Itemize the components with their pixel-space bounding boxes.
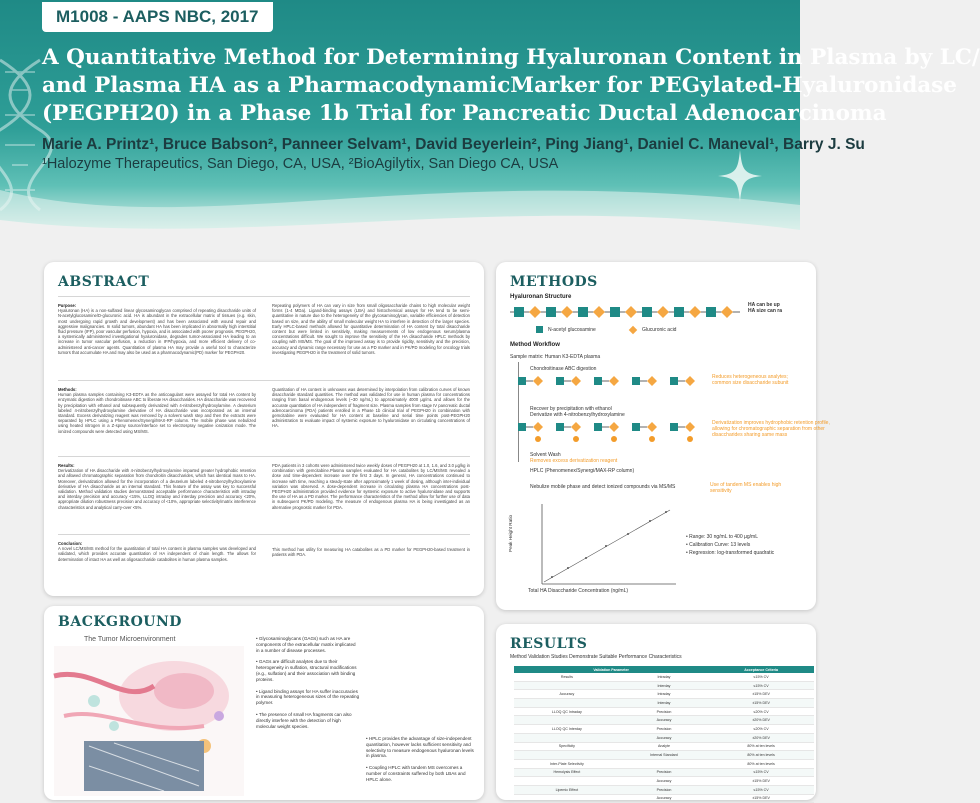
results-panel bbox=[496, 624, 816, 800]
author-list: Marie A. Printz¹, Bruce Babson², Panneer Selvam¹, David Beyerlein², Ping Jiang¹, Daniel C. Maneval¹, Barry J. Su bbox=[42, 136, 865, 153]
glca-legend-icon bbox=[629, 326, 637, 334]
sparkle-icon bbox=[718, 150, 762, 202]
table-row bbox=[514, 794, 814, 803]
table-cell bbox=[514, 716, 620, 725]
glcnac-legend-icon bbox=[536, 326, 543, 333]
figure-title: The Tumor Microenvironment bbox=[84, 636, 176, 643]
abstract-purpose-section bbox=[58, 296, 470, 377]
column-header: Acceptance Criteria bbox=[708, 666, 814, 673]
methods-panel bbox=[496, 262, 830, 610]
method-bullet-regression: • Regression: log-transformed quadratic bbox=[686, 550, 775, 556]
tumor-illustration bbox=[54, 646, 244, 796]
purpose-right-text: Repeating polymers of HA can vary in size from small oligosaccharide chains to high molecular weight forms (1-4 MDa). Ligand-binding assays (LBA) and histochemical assays for HA tend to be semi-quantitative in nature due to the heterogeneity of the glycosaminoglycan, variable efficiencies of detection based on size, and the ability of small molecular weight HA to interfere in detection of the larger species. Early HPLC-based methods allowed for quantitative determination of HA content by total disaccharide content but were limited in sensitivity, making measurements of low endogenous serum/plasma concentrations difficult. We sought to improve the sensitivity of the HA disaccharide HPLC methods by coupling with MS/MS. The goal of the improved assay is to provide rigidity, sensitivity and the precision, accuracy and dynamic range necessary for use as a PD marker and in PK/PD modeling for oncology trials investigating PEGPH20 in the treatment of solid tumors. bbox=[272, 303, 470, 355]
tumor-microenvironment-figure bbox=[54, 632, 244, 792]
table-row bbox=[514, 690, 814, 699]
table-row bbox=[514, 707, 814, 716]
purpose-label: Purpose: bbox=[58, 303, 77, 308]
table-cell: Inter-Plate Selectivity bbox=[514, 759, 620, 768]
table-cell: Accuracy bbox=[620, 794, 708, 803]
workflow-step-1: Sample matrix: Human K3-EDTA plasma bbox=[510, 354, 601, 360]
table-row bbox=[514, 681, 814, 690]
table-row bbox=[514, 733, 814, 742]
table-cell: Precision bbox=[620, 725, 708, 734]
bullet-item: • Coupling HPLC with tandem MS overcomes a number of constraints suffered by both LBAs and HPLC alone. bbox=[366, 765, 466, 782]
note-deriv-2: allowing for chromatographic separation from other bbox=[712, 426, 825, 432]
table-cell: Analyte bbox=[620, 742, 708, 751]
methods-label: Methods: bbox=[58, 387, 77, 392]
results-label: Results: bbox=[58, 463, 75, 468]
results-subtitle: Method Validation Studies Demonstrate Suitable Performance Characteristics bbox=[510, 654, 682, 660]
table-row bbox=[514, 751, 814, 760]
background-heading: BACKGROUND bbox=[58, 614, 182, 630]
conclusion-left-text: A novel LC/MS/MS method for the quantitation of total HA content in plasma samples was developed and validated, which provides accurate quantitation of HA independent of chain length. The allows for determination of intact HA as well as oligosaccharide catabolites in human plasma samples. bbox=[58, 546, 256, 562]
calibration-curve-chart bbox=[526, 500, 686, 600]
workflow-step-2: Chondroitinase ABC digestion bbox=[530, 366, 597, 372]
table-row bbox=[514, 759, 814, 768]
background-panel bbox=[44, 606, 484, 800]
table-cell: ≤20% CV bbox=[708, 707, 814, 716]
table-cell: Interday bbox=[620, 681, 708, 690]
glca-legend-label: Glucuronic acid bbox=[642, 327, 677, 333]
table-cell: Accuracy bbox=[514, 690, 620, 699]
table-cell: ±20% DEV bbox=[708, 716, 814, 725]
table-cell bbox=[514, 681, 620, 690]
table-row bbox=[514, 785, 814, 794]
table-cell: Hemolysis Effect bbox=[514, 768, 620, 777]
table-cell: ±15% DEV bbox=[708, 777, 814, 786]
table-cell bbox=[514, 794, 620, 803]
method-bullet-calibration: • Calibration Curve: 13 levels bbox=[686, 542, 751, 548]
methods-right-text: Quantitation of HA content in unknowns was determined by interpolation from calibration curves of known disaccharide standard quantities. The method was validated for use in human plasma for concentrations ranging from basal endogenous levels (~30 ng/mL) to approximately 4000 µg/mL and allows for the accurate quantitation of HA independent of fragment size. Plasma samples from stage IV pancreatic ductal adenocarcinoma (PDA) patients enrolled in a Phase 1b clinical trial of PEGPH20 in combination with gemcitabine were evaluated for HA content at baseline and serial time points post-PEGPH20 administration to evaluate impact of systemic exposure to hyaluronidase on circulating concentrations of HA. bbox=[272, 387, 470, 429]
digested-fragments-diagram bbox=[516, 374, 716, 400]
title-line-1: A Quantitative Method for Determining Hyaluronan Content in Plasma by LC/ bbox=[42, 45, 980, 70]
table-cell: Results bbox=[514, 673, 620, 681]
bullet-item: • Ligand binding assays for HA suffer inaccuracies in measuring heterogeneous sizes of the repeating polymer. bbox=[256, 688, 360, 706]
table-cell: 80% at ten levels bbox=[708, 759, 814, 768]
table-cell: ±20% DEV bbox=[708, 733, 814, 742]
table-cell: Intraday bbox=[620, 673, 708, 681]
table-row bbox=[514, 742, 814, 751]
bullet-item: • HPLC provides the advantage of size-independent quantitation, however lacks sufficient sensitivity and selectivity to measure endogenous hyaluronan levels in plasma. bbox=[366, 736, 474, 759]
table-cell: Precision bbox=[620, 785, 708, 794]
workflow-step-4: Derivatize with 4-nitrobenzylhydroxylamine bbox=[530, 412, 625, 418]
table-header-row bbox=[514, 666, 814, 673]
abstract-results-section bbox=[58, 456, 470, 533]
table-cell: Precision bbox=[620, 707, 708, 716]
results-heading: RESULTS bbox=[510, 636, 588, 652]
table-cell: ≤15% CV bbox=[708, 785, 814, 794]
abstract-methods-section bbox=[58, 380, 470, 453]
note-digestion-2: common size disaccharide subunit bbox=[712, 380, 789, 386]
table-cell bbox=[514, 699, 620, 708]
table-cell: Precision bbox=[620, 768, 708, 777]
table-row bbox=[514, 768, 814, 777]
methods-left-text: Human plasma samples containing K3-EDTA as the anticoagulant were assayed for total HA content by enzymatic digestion with chondroitinase ABC to liberate HA disaccharides. HA disaccharide was recovered by precipitation with ethanol and subsequently derivatized with 4-nitrobenzylhydroxylamine. A deuterium labeled 4-nitrobenzylhydroxylamine derivative of HA disaccharide was incorporated as an internal standard. Excess derivatizing reagent was removed by a solvent wash step and then the extracts were separated by HPLC using a Phenomenex/Synergi/MAX-RP column. The mobile phase was nebulized using heated nitrogen in a Z-spray source/interface set to electrospray negative ionization mode. The ionized compounds were detected using MS/MS. bbox=[58, 392, 256, 434]
table-cell: LLOQ QC Interday bbox=[514, 725, 620, 734]
table-cell: ≤15% CV bbox=[708, 768, 814, 777]
note-deriv-1: Derivatization improves hydrophobic retention profile, bbox=[712, 420, 830, 426]
conclusion-label: Conclusion: bbox=[58, 541, 83, 546]
glcnac-legend-label: N-acetyl glucosamine bbox=[548, 327, 596, 333]
table-cell: ±15% DEV bbox=[708, 690, 814, 699]
abstract-heading: ABSTRACT bbox=[58, 274, 150, 290]
table-row bbox=[514, 716, 814, 725]
table-row bbox=[514, 725, 814, 734]
note-ms-2: sensitivity bbox=[710, 488, 732, 494]
table-cell bbox=[514, 733, 620, 742]
note-digestion-1: Reduces heterogeneous analytes; bbox=[712, 374, 788, 380]
results-right-text: PDA patients in 3 cohorts were administered twice weekly doses of PEGPH20 at 1.0, 1.6, and 3.0 µg/kg in combination with gemcitabine.Plasma samples evaluated for HA catabolites by LC/MS/MS revealed a dose and time-dependent increase over the first 3 days. In general, HA concentrations continued to increase with time, reaching a steady-state after approximately 1 week of dosing, although inter-individual variation was observed. A dose-dependent increase in circulating plasma HA concentrations post-PEGPH20 administration provided evidence for systemic exposure to active hyaluronidase and supports the use of HA as a PD marker. The performance characteristics of the method allow for further use of data in subsequent PK/PD modeling. The measure of endogenous plasma HA is being investigated as an alternative prognostic marker for PDA. bbox=[272, 463, 470, 510]
methods-heading: METHODS bbox=[510, 274, 598, 290]
table-cell bbox=[514, 751, 620, 760]
background-bullets-left bbox=[256, 636, 360, 729]
table-cell: Internal Standard bbox=[620, 751, 708, 760]
ha-size-note: HA can be up HA size can ra bbox=[748, 302, 782, 314]
method-bullet-range: • Range: 30 ng/mL to 400 µg/mL bbox=[686, 534, 758, 540]
affiliations: ¹Halozyme Therapeutics, San Diego, CA, USA, ²BioAgilytix, San Diego CA, USA bbox=[42, 156, 559, 172]
table-cell: ≤20% CV bbox=[708, 725, 814, 734]
background-bullets-right bbox=[366, 736, 478, 783]
table-cell: Intraday bbox=[620, 690, 708, 699]
table-row bbox=[514, 699, 814, 708]
validation-table-body bbox=[514, 673, 814, 803]
poster-id-tag: M1008 - AAPS NBC, 2017 bbox=[42, 2, 273, 32]
hyaluronan-structure-label: Hyaluronan Structure bbox=[510, 294, 572, 300]
poster-header bbox=[0, 0, 980, 232]
bullet-item: • The presence of small HA fragments can also directly interfere with the detection of high molecular weight species. bbox=[256, 711, 352, 729]
table-cell: Accuracy bbox=[620, 716, 708, 725]
purpose-left-text: Hyaluronan (HA) is a non-sulfated linear glycosaminoglycan comprised of repeating disaccharide units of N-acetylglucosamine/D-glucuronic acid. HA is abundant in the extracellular matrix of tissues (e.g. skin, most undergoing rapid growth and development) and has been associated with wound repair and aggressive malignancies. In solid tumors, abundant HA has been implicated in abnormally high interstitial fluid pressure (IFP), poor vascular perfusion, hypoxia, and is associated with poorer prognosis. PEGPH20, a systemically administered investigational hyaluronidase, degrades tumor-associated HA leading to an increase in tumor vascular perfusion, a reduction in IFP/hypoxia, and more efficient delivery of co-administered anti-cancer agents. Quantitation of plasma HA may provide a useful tool to characterize tumors that accumulate HA and may also be used as a pharmacodynamic(PD) marker for PEGPH20. bbox=[58, 308, 256, 355]
bullet-item: • Glycosaminoglycans (GAGs) such as HA are components of the extracellular matrix implicated in a number of disease processes. bbox=[256, 636, 356, 653]
note-ms-1: Use of tandem MS enables high bbox=[710, 482, 782, 488]
validation-table bbox=[514, 666, 814, 803]
workflow-step-6: HPLC (Phenomenex/Synergi/MAX-RP column) bbox=[530, 468, 635, 474]
derivatized-fragments-diagram bbox=[516, 420, 716, 446]
conclusion-right-text: This method has utility for measuring HA catabolites as a PD marker for PEGPH20-based treatment in patients with PDA. bbox=[272, 547, 470, 558]
note-wash: Removes excess derivatization reagent bbox=[530, 458, 618, 464]
table-cell: Specificity bbox=[514, 742, 620, 751]
chart-x-label: Total HA Disaccharide Concentration (ng/mL) bbox=[528, 588, 629, 594]
table-cell: ≤15% CV bbox=[708, 681, 814, 690]
workflow-step-3: Recover by precipitation with ethanol bbox=[530, 406, 612, 412]
workflow-label: Method Workflow bbox=[510, 342, 560, 348]
table-cell: LLOQ QC Intraday bbox=[514, 707, 620, 716]
table-cell: ±15% DEV bbox=[708, 699, 814, 708]
hyaluronan-chain-diagram bbox=[510, 304, 740, 320]
poster-title bbox=[42, 44, 980, 128]
title-line-2: and Plasma HA as a PharmacodynamicMarker for PEGylated-Hyaluronidase bbox=[42, 73, 957, 98]
table-cell bbox=[620, 759, 708, 768]
table-cell: Accuracy bbox=[620, 733, 708, 742]
table-cell: 80% at ten levels bbox=[708, 742, 814, 751]
abstract-conclusion-section bbox=[58, 534, 470, 585]
table-cell: Interday bbox=[620, 699, 708, 708]
table-cell: Lipemic Effect bbox=[514, 785, 620, 794]
results-left-text: Derivatization of HA disaccharide with 4-nitrobenzylhydroxylamine imparted greater hydrophobic retention and allowed chromatographic separation from chondroitin disaccharides, which has identical mass to HA. Moreover, derivatization allowed for the incorporation of a deuterium labeled 4-nitrobenzylhydroxylamine derivative of HA disaccharide as an internal standard. This feature of the assay was key to successful validation. Method validation studies demonstrated acceptable performance characteristics with intraday and interday precision and accuracy <15%, LLOQ intraday and interday precision and accuracy <20%, appropriate dilution robustness precision and accuracy of <10%, appropriate selectivity/matrix interference characteristics and analytical carry-over <5%. bbox=[58, 468, 256, 510]
chart-y-label: Peak Height Ratio bbox=[508, 514, 513, 552]
table-row bbox=[514, 777, 814, 786]
table-cell: ±15% DEV bbox=[708, 794, 814, 803]
bullet-item: • GAGs are difficult analytes due to their heterogeneity in sulfation, structural modifications (e.g., sulfation) and their association with binding proteins. bbox=[256, 659, 357, 682]
workflow-step-7: Nebulize mobile phase and detect ionized compounds via MS/MS bbox=[530, 484, 676, 490]
abstract-panel bbox=[44, 262, 484, 596]
workflow-step-5: Solvent Wash bbox=[530, 452, 561, 458]
note-deriv-3: disaccharides sharing same mass bbox=[712, 432, 788, 438]
column-header: Validation Parameter bbox=[514, 666, 708, 673]
table-cell bbox=[514, 777, 620, 786]
table-cell: Accuracy bbox=[620, 777, 708, 786]
table-cell: ≤15% CV bbox=[708, 673, 814, 681]
title-line-3: (PEGPH20) in a Phase 1b Trial for Pancreatic Ductal Adenocarcinoma bbox=[42, 101, 887, 126]
table-row bbox=[514, 673, 814, 681]
table-cell: 80% at ten levels bbox=[708, 751, 814, 760]
